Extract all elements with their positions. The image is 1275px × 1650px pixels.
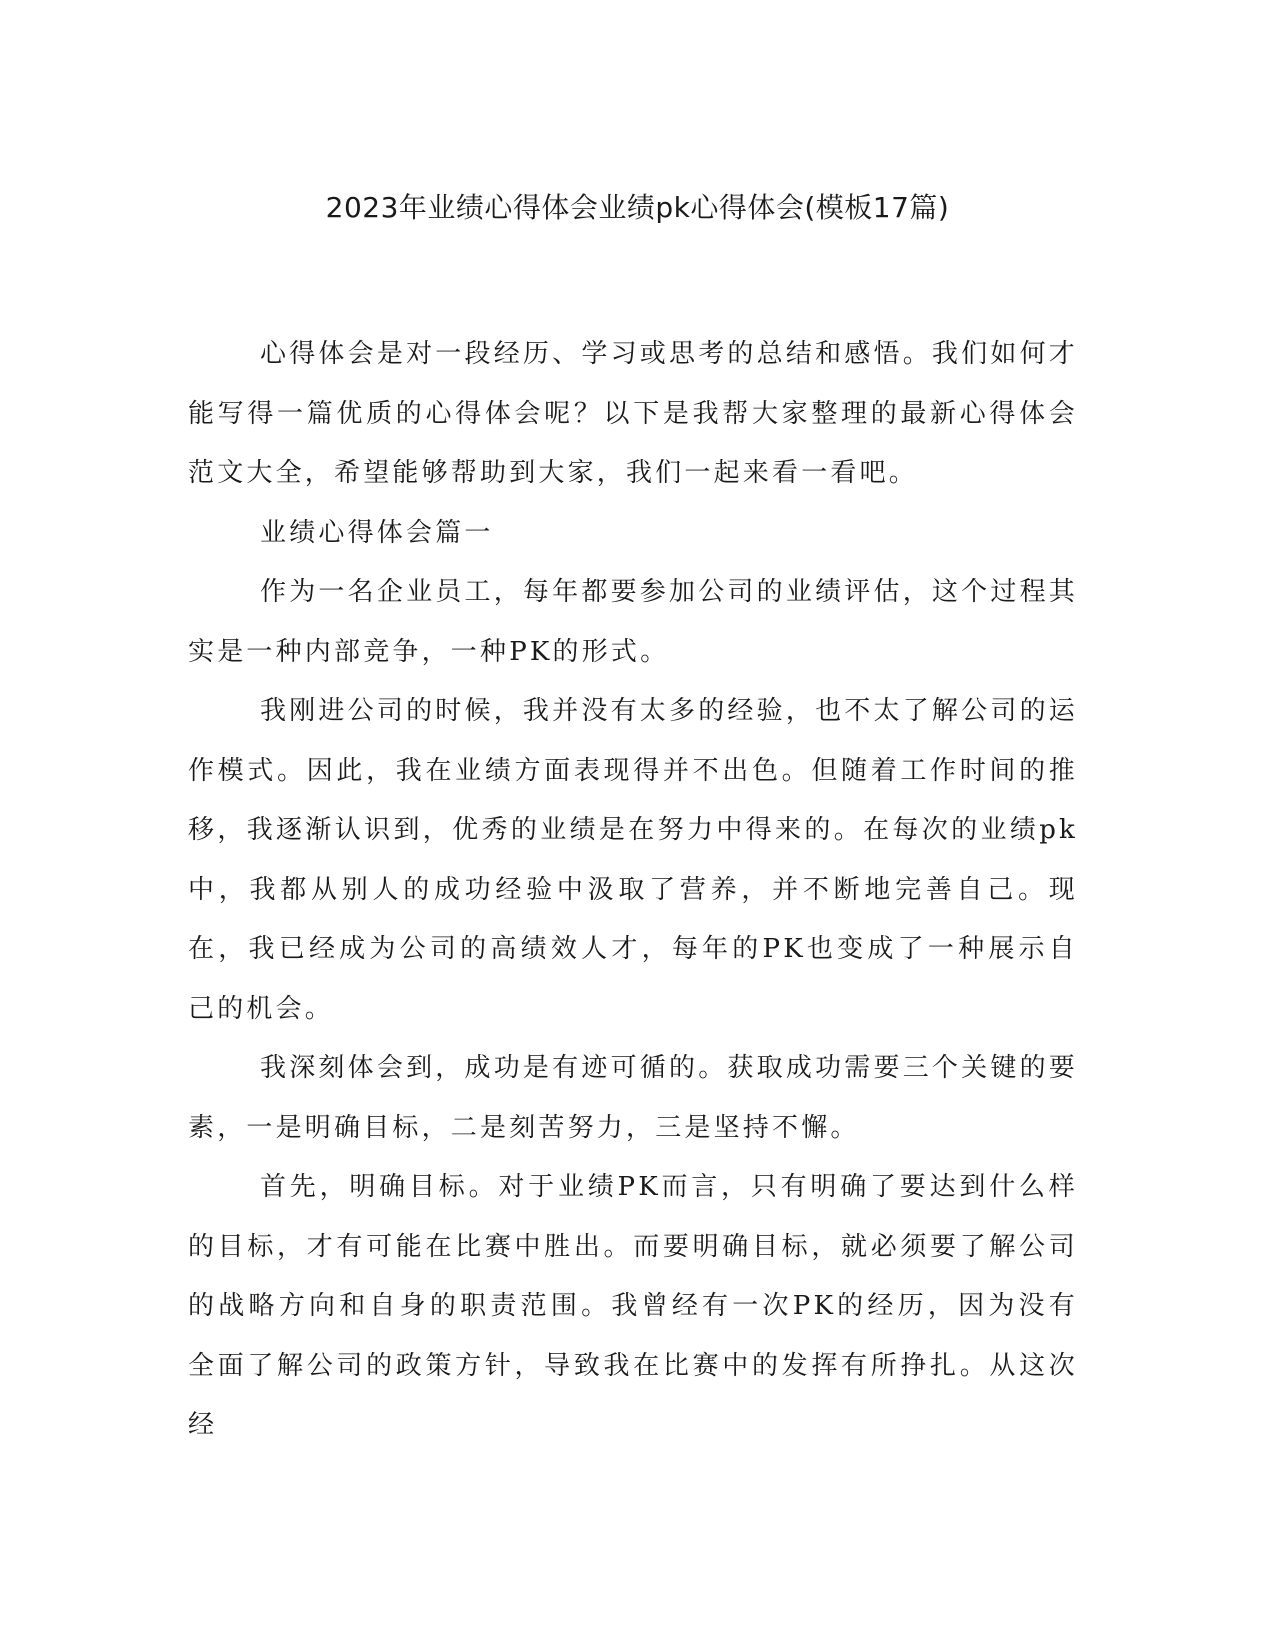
- document-body: [188, 325, 1078, 1456]
- paragraph: 首先，明确目标。对于业绩PK而言，只有明确了要达到什么样的目标，才有可能在比赛中胜出。而要明确目标，就必须要了解公司的战略方向和自身的职责范围。我曾经有一次PK的经历，因为没有全面了解公司的政策方针，导致我在比赛中的发挥有所挣扎。从这次经: [188, 1172, 1078, 1440]
- paragraph: 我刚进公司的时候，我并没有太多的经验，也不太了解公司的运作模式。因此，我在业绩方面表现得并不出色。但随着工作时间的推移，我逐渐认识到，优秀的业绩是在努力中得来的。在每次的业绩pk中，我都从别人的成功经验中汲取了营养，并不断地完善自己。现在，我已经成为公司的高绩效人才，每年的PK也变成了一种展示自己的机会。: [188, 696, 1078, 1024]
- document-title: 2023年业绩心得体会业绩pk心得体会(模板17篇): [325, 191, 950, 224]
- paragraph-intro: 心得体会是对一段经历、学习或思考的总结和感悟。我们如何才能写得一篇优质的心得体会呢？以下是我帮大家整理的最新心得体会范文大全，希望能够帮助到大家，我们一起来看一看吧。: [188, 339, 1078, 488]
- paragraph: 作为一名企业员工，每年都要参加公司的业绩评估，这个过程其实是一种内部竞争，一种PK的形式。: [188, 577, 1078, 667]
- paragraph: 我深刻体会到，成功是有迹可循的。获取成功需要三个关键的要素，一是明确目标，二是刻苦努力，三是坚持不懈。: [188, 1053, 1078, 1143]
- section-heading: 业绩心得体会篇一: [260, 517, 494, 548]
